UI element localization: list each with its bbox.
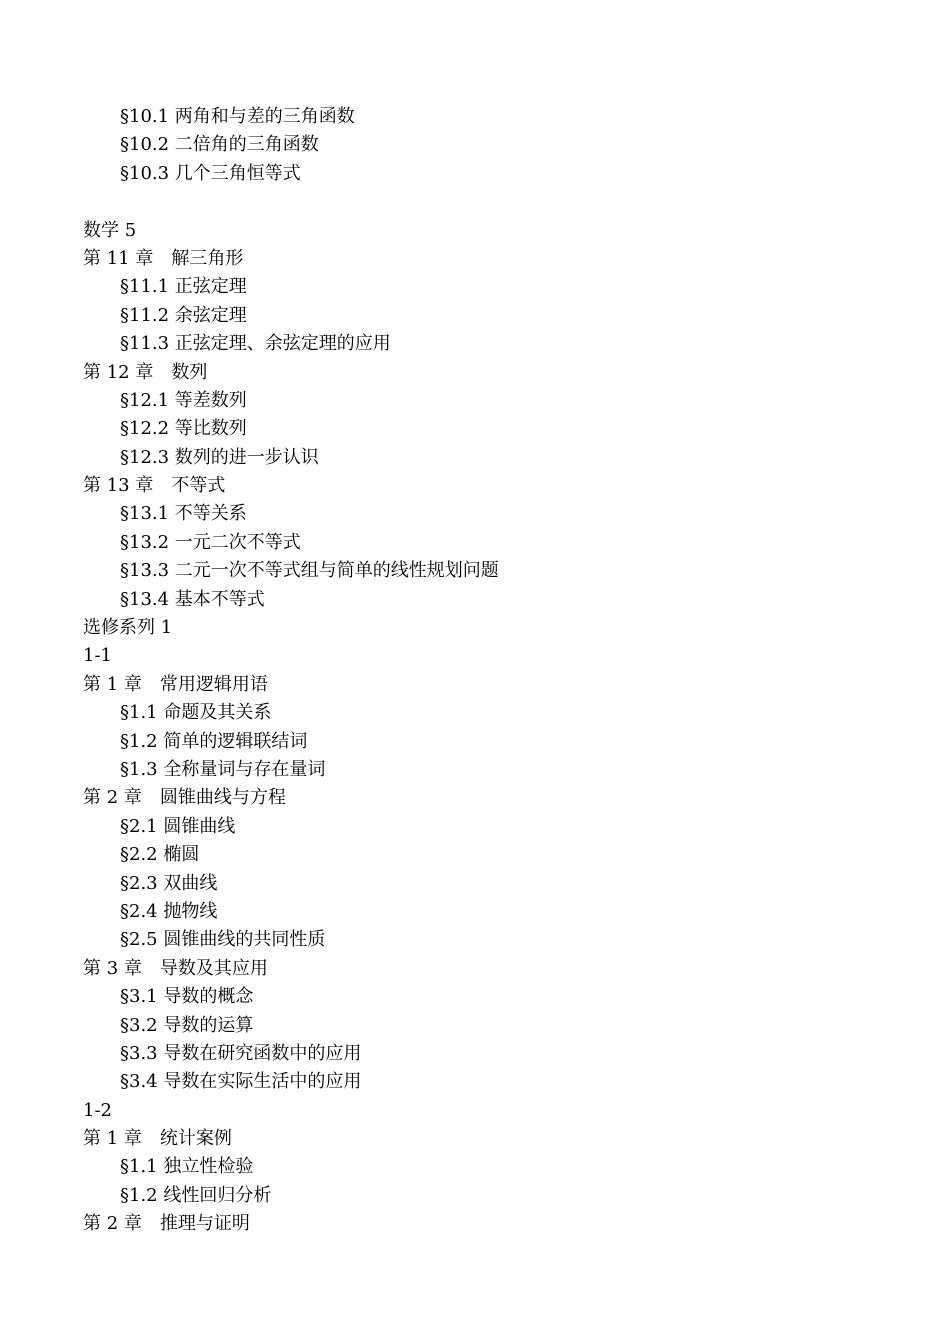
- toc-heading: 第 11 章 解三角形: [83, 247, 244, 269]
- toc-section: §11.3 正弦定理、余弦定理的应用: [120, 333, 391, 355]
- toc-section: §3.4 导数在实际生活中的应用: [120, 1071, 362, 1093]
- toc-heading: 第 1 章 常用逻辑用语: [83, 673, 268, 695]
- toc-section: §2.2 椭圆: [120, 844, 200, 866]
- toc-heading: 第 13 章 不等式: [83, 475, 226, 497]
- toc-heading: 第 2 章 圆锥曲线与方程: [83, 787, 286, 809]
- toc-section: §12.3 数列的进一步认识: [120, 446, 319, 468]
- toc-heading: 第 1 章 统计案例: [83, 1128, 232, 1150]
- toc-section: §2.5 圆锥曲线的共同性质: [120, 929, 326, 951]
- toc-section: §12.2 等比数列: [120, 418, 247, 440]
- toc-section: §13.2 一元二次不等式: [120, 531, 301, 553]
- toc-heading: 1-1: [83, 645, 112, 667]
- toc-section: §13.1 不等关系: [120, 503, 247, 525]
- toc-section: §1.1 独立性检验: [120, 1156, 254, 1178]
- toc-section: §2.1 圆锥曲线: [120, 815, 236, 837]
- toc-section: §1.3 全称量词与存在量词: [120, 758, 326, 780]
- blank-line: [0, 188, 950, 216]
- toc-section: §2.4 抛物线: [120, 900, 218, 922]
- toc-section: §13.3 二元一次不等式组与简单的线性规划问题: [120, 560, 499, 582]
- toc-section: §11.2 余弦定理: [120, 304, 247, 326]
- toc-heading: 选修系列 1: [83, 617, 173, 639]
- toc-section: §1.2 简单的逻辑联结词: [120, 730, 308, 752]
- toc-section: §12.1 等差数列: [120, 389, 247, 411]
- toc-heading: 数学 5: [83, 219, 137, 241]
- toc-section: §10.2 二倍角的三角函数: [120, 134, 319, 156]
- toc-section: §10.1 两角和与差的三角函数: [120, 106, 355, 127]
- toc-section: §1.2 线性回归分析: [120, 1184, 272, 1206]
- document-page: [0, 103, 950, 1239]
- toc-section: §3.2 导数的运算: [120, 1014, 254, 1036]
- toc-heading: 1-2: [83, 1099, 112, 1121]
- toc-section: §3.1 导数的概念: [120, 986, 254, 1008]
- toc-heading: 第 3 章 导数及其应用: [83, 957, 268, 979]
- toc-heading: 第 2 章 推理与证明: [83, 1213, 250, 1235]
- toc-heading: 第 12 章 数列: [83, 361, 208, 383]
- toc-section: §3.3 导数在研究函数中的应用: [120, 1042, 362, 1064]
- toc-section: §10.3 几个三角恒等式: [120, 162, 301, 184]
- toc-section: §2.3 双曲线: [120, 872, 218, 894]
- toc-section: §1.1 命题及其关系: [120, 702, 272, 724]
- toc-section: §13.4 基本不等式: [120, 588, 265, 610]
- toc-section: §11.1 正弦定理: [120, 276, 247, 298]
